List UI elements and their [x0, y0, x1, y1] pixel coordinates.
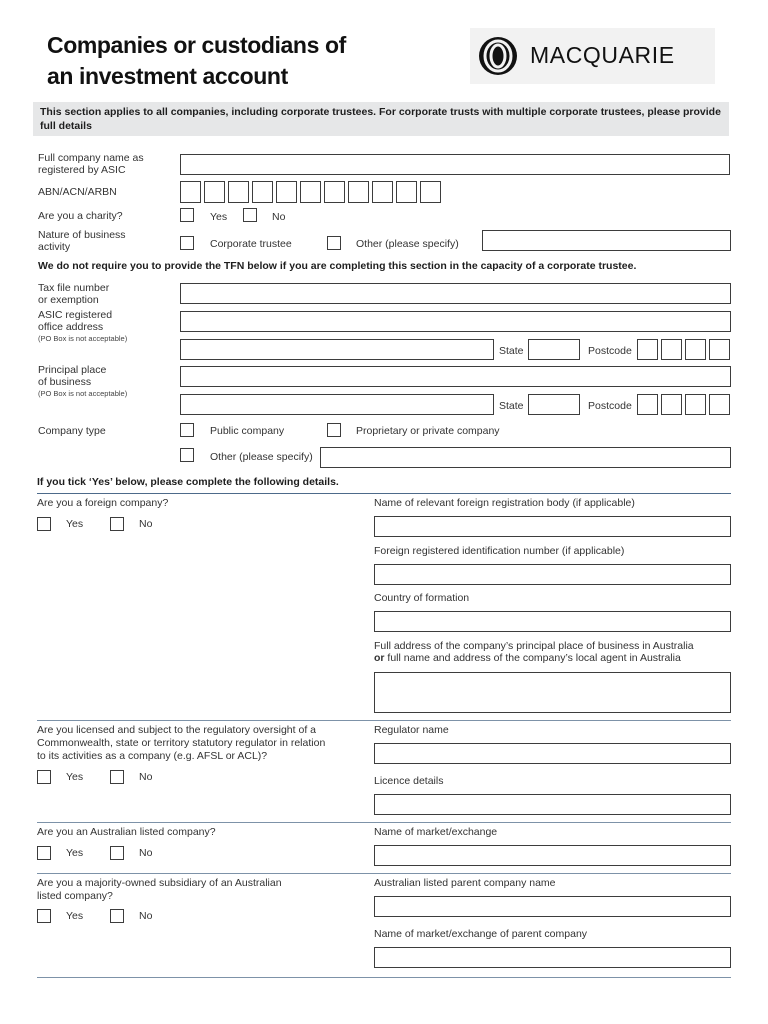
nature-other-input[interactable]: [482, 230, 731, 251]
ppb-label-line-1: Principal place: [38, 364, 107, 376]
ppb-label: [38, 364, 127, 400]
asic-po-box-note: (PO Box is not acceptable): [38, 334, 128, 343]
au-address-or: or: [374, 652, 385, 664]
listed-yes-label: Yes: [66, 847, 84, 859]
market-exchange-label: Name of market/exchange: [374, 826, 498, 838]
listed-no-checkbox[interactable]: [110, 846, 124, 860]
proprietary-company-label: Proprietary or private company: [356, 425, 500, 437]
listed-no-label: No: [139, 847, 153, 859]
logo-wordmark: MACQUARIE: [530, 42, 675, 68]
au-address-label-line-2: [374, 652, 731, 664]
abn-digit-box[interactable]: [300, 181, 321, 203]
ppb-label-line-2: of business: [38, 376, 92, 388]
subsidiary-question: [37, 877, 337, 903]
tfn-note: We do not require you to provide the TFN below if you are completing this section in the capacity of a corporate trustee.: [38, 260, 637, 272]
asic-address-line2-input[interactable]: [180, 339, 494, 360]
country-formation-input[interactable]: [374, 611, 731, 632]
postcode-digit-box[interactable]: [637, 394, 658, 415]
public-company-checkbox[interactable]: [180, 423, 194, 437]
foreign-reg-id-input[interactable]: [374, 564, 731, 585]
postcode-digit-box[interactable]: [709, 394, 730, 415]
charity-no-checkbox[interactable]: [243, 208, 257, 222]
au-address-label: [374, 640, 731, 664]
ppb-postcode-label: Postcode: [588, 400, 632, 412]
postcode-digit-box[interactable]: [661, 394, 682, 415]
ppb-line2-input[interactable]: [180, 394, 494, 415]
subsidiary-yes-label: Yes: [66, 910, 84, 922]
subsidiary-no-checkbox[interactable]: [110, 909, 124, 923]
subsidiary-yes-checkbox[interactable]: [37, 909, 51, 923]
section-divider: [37, 822, 731, 823]
postcode-digit-box[interactable]: [661, 339, 682, 360]
licensed-no-checkbox[interactable]: [110, 770, 124, 784]
company-type-other-checkbox[interactable]: [180, 448, 194, 462]
proprietary-company-checkbox[interactable]: [327, 423, 341, 437]
asic-address-label: [38, 309, 127, 345]
ppb-line1-input[interactable]: [180, 366, 731, 387]
abn-digit-box[interactable]: [228, 181, 249, 203]
tfn-label-line-1: Tax file number: [38, 282, 110, 294]
tfn-label-line-2: or exemption: [38, 294, 99, 306]
parent-market-label: Name of market/exchange of parent company: [374, 928, 588, 940]
company-name-label-line-2: registered by ASIC: [38, 164, 126, 176]
licence-details-input[interactable]: [374, 794, 731, 815]
parent-company-name-input[interactable]: [374, 896, 731, 917]
charity-yes-label: Yes: [210, 211, 228, 223]
subsidiary-no-label: No: [139, 910, 153, 922]
abn-digit-boxes: [180, 181, 444, 203]
company-type-other-label: Other (please specify): [210, 451, 313, 463]
company-name-label: [38, 152, 144, 176]
listed-question: Are you an Australian listed company?: [37, 826, 216, 838]
postcode-digit-box[interactable]: [709, 339, 730, 360]
nature-label-line-2: activity: [38, 241, 71, 253]
foreign-no-label: No: [139, 518, 153, 530]
title-line-1: Companies or custodians of: [47, 32, 346, 58]
parent-market-input[interactable]: [374, 947, 731, 968]
corporate-trustee-checkbox[interactable]: [180, 236, 194, 250]
macquarie-logo-icon: [478, 36, 518, 76]
charity-label: Are you a charity?: [38, 210, 123, 222]
licensed-question: [37, 724, 357, 763]
asic-postcode-boxes: [637, 339, 732, 360]
nature-other-checkbox[interactable]: [327, 236, 341, 250]
asic-label-line-1: ASIC registered: [38, 309, 113, 321]
corporate-trustee-label: Corporate trustee: [210, 238, 292, 250]
regulator-name-label: Regulator name: [374, 724, 449, 736]
abn-digit-box[interactable]: [348, 181, 369, 203]
subsidiary-question-line-2: listed company?: [37, 890, 113, 902]
foreign-reg-id-label: Foreign registered identification number (if applicable): [374, 545, 625, 557]
postcode-digit-box[interactable]: [685, 339, 706, 360]
abn-digit-box[interactable]: [396, 181, 417, 203]
section-banner: [33, 102, 729, 136]
abn-digit-box[interactable]: [372, 181, 393, 203]
foreign-yes-checkbox[interactable]: [37, 517, 51, 531]
asic-state-input[interactable]: [528, 339, 580, 360]
ppb-postcode-boxes: [637, 394, 732, 415]
postcode-digit-box[interactable]: [685, 394, 706, 415]
foreign-yes-label: Yes: [66, 518, 84, 530]
postcode-digit-box[interactable]: [637, 339, 658, 360]
licensed-yes-checkbox[interactable]: [37, 770, 51, 784]
tfn-input[interactable]: [180, 283, 731, 304]
section-divider: [37, 720, 731, 721]
ppb-po-box-note: (PO Box is not acceptable): [38, 389, 128, 398]
licensed-no-label: No: [139, 771, 153, 783]
section-divider: [37, 977, 731, 978]
foreign-company-question: Are you a foreign company?: [37, 497, 169, 509]
banner-text: This section applies to all companies, including corporate trustees. For corporate trusts with multiple corporate trustees, please provide full details: [40, 106, 721, 132]
country-formation-label: Country of formation: [374, 592, 470, 604]
abn-label: ABN/ACN/ARBN: [38, 186, 117, 198]
public-company-label: Public company: [210, 425, 285, 437]
nature-label: [38, 229, 126, 253]
abn-digit-box[interactable]: [420, 181, 441, 203]
company-type-label: Company type: [38, 425, 106, 437]
licensed-question-line-3: to its activities as a company (e.g. AFSL or ACL)?: [37, 750, 268, 762]
company-name-input[interactable]: [180, 154, 730, 175]
company-type-other-input[interactable]: [320, 447, 731, 468]
company-name-label-line-1: Full company name as: [38, 152, 144, 164]
abn-digit-box[interactable]: [252, 181, 273, 203]
abn-digit-box[interactable]: [180, 181, 201, 203]
macquarie-logo: [470, 28, 715, 84]
foreign-reg-body-label: Name of relevant foreign registration body (if applicable): [374, 497, 635, 509]
ppb-state-input[interactable]: [528, 394, 580, 415]
charity-no-label: No: [272, 211, 286, 223]
abn-digit-box[interactable]: [324, 181, 345, 203]
asic-label-line-2: office address: [38, 321, 104, 333]
asic-state-label: State: [499, 345, 524, 357]
section-divider: [37, 873, 731, 874]
regulator-name-input[interactable]: [374, 743, 731, 764]
au-address-rest: full name and address of the company’s local agent in Australia: [384, 652, 681, 664]
au-address-label-line-1: Full address of the company’s principal place of business in Australia: [374, 640, 694, 652]
title-line-2: an investment account: [47, 63, 288, 89]
charity-yes-checkbox[interactable]: [180, 208, 194, 222]
subsidiary-question-line-1: Are you a majority-owned subsidiary of an Australian: [37, 877, 282, 889]
licensed-question-line-2: Commonwealth, state or territory statutory regulator in relation: [37, 737, 326, 749]
licensed-yes-label: Yes: [66, 771, 84, 783]
abn-digit-box[interactable]: [204, 181, 225, 203]
licensed-question-line-1: Are you licensed and subject to the regulatory oversight of a: [37, 724, 316, 736]
listed-yes-checkbox[interactable]: [37, 846, 51, 860]
nature-other-label: Other (please specify): [356, 238, 459, 250]
asic-address-line1-input[interactable]: [180, 311, 731, 332]
abn-digit-box[interactable]: [276, 181, 297, 203]
au-address-input[interactable]: [374, 672, 731, 713]
nature-label-line-1: Nature of business: [38, 229, 126, 241]
licence-details-label: Licence details: [374, 775, 444, 787]
section-divider: [37, 493, 731, 494]
foreign-reg-body-input[interactable]: [374, 516, 731, 537]
yes-details-note: If you tick ‘Yes’ below, please complete the following details.: [37, 476, 339, 488]
page-title: [47, 30, 407, 92]
ppb-state-label: State: [499, 400, 524, 412]
parent-company-name-label: Australian listed parent company name: [374, 877, 556, 889]
foreign-no-checkbox[interactable]: [110, 517, 124, 531]
market-exchange-input[interactable]: [374, 845, 731, 866]
asic-postcode-label: Postcode: [588, 345, 632, 357]
tfn-label: [38, 282, 109, 306]
